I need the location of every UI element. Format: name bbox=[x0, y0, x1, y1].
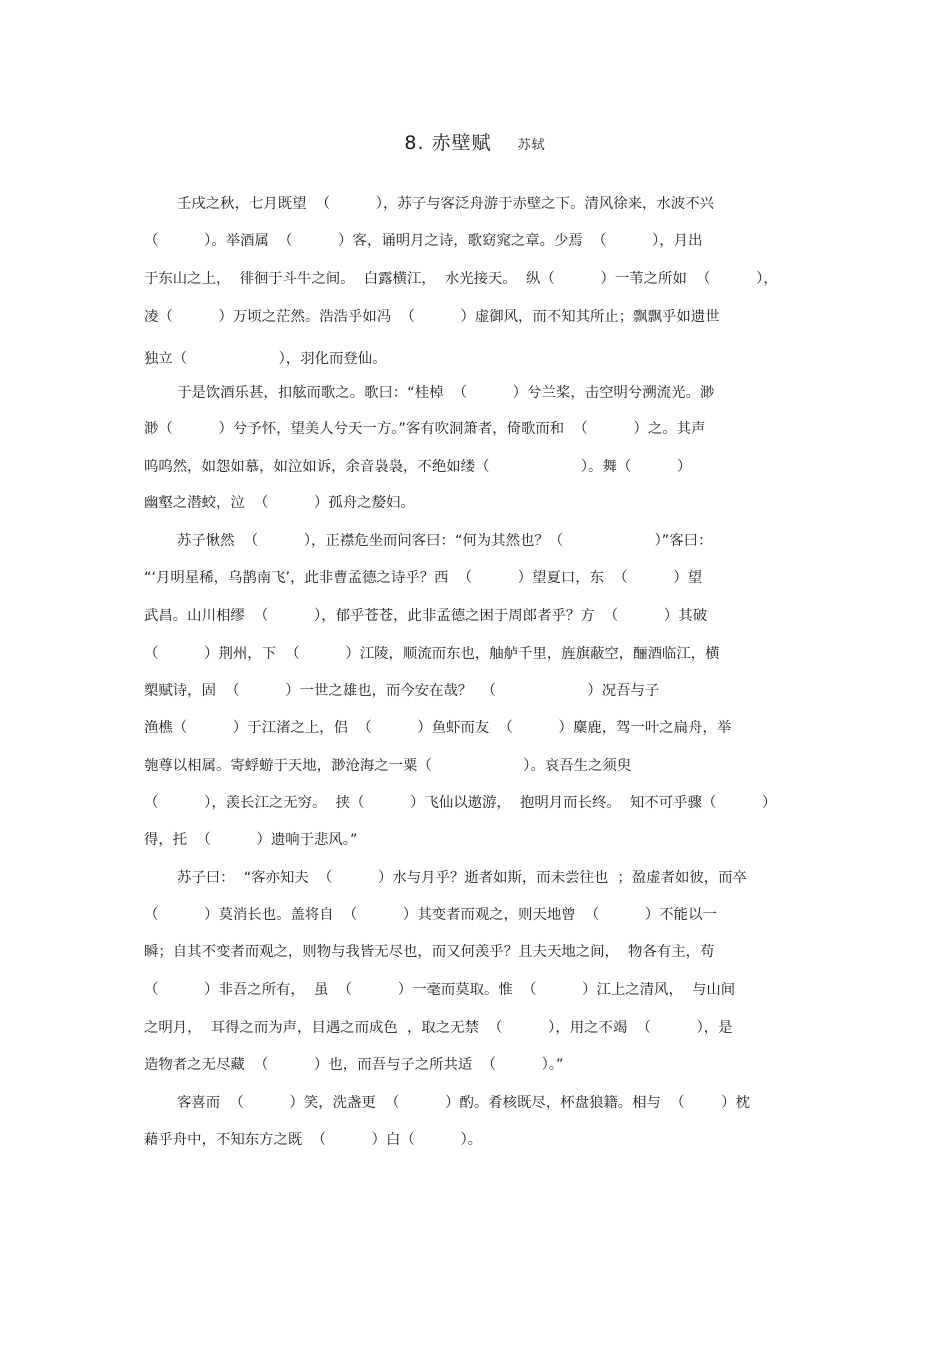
text-line: 得，托 （ ）遗响于悲风。” bbox=[144, 832, 358, 848]
text-line: 呜呜然，如怨如慕，如泣如诉，余音袅袅，不绝如缕（ ）。舞（ ） bbox=[144, 459, 692, 475]
text-line: （ ）非吾之所有， 虽 （ ）一毫而莫取。惟 （ ）江上之清风， 与山间 bbox=[144, 982, 736, 998]
author-name: 苏轼 bbox=[517, 138, 546, 153]
text-line: 匏尊以相属。寄蜉蝣于天地，渺沧海之一粟（ ）。哀吾生之须臾 bbox=[144, 758, 632, 774]
text-line: 独立（ ），羽化而登仙。 bbox=[144, 351, 387, 367]
text-line: 之明月， 耳得之而为声，目遇之而成色 ，取之无禁 （ ），用之不竭 （ ），是 bbox=[144, 1020, 733, 1036]
text-line: （ ）莫消长也。盖将自 （ ）其变者而观之，则天地曾 （ ）不能以一 bbox=[144, 907, 717, 923]
text-line: 渺（ ）兮予怀，望美人兮天一方。”客有吹洞箫者，倚歌而和 （ ）之。其声 bbox=[144, 421, 706, 437]
text-line: 于东山之上， 徘徊于斗牛之间。 白露横江， 水光接天。 纵（ ）一苇之所如 （ ）， bbox=[144, 271, 778, 287]
page-title bbox=[0, 128, 950, 155]
text-line: 苏子曰： “客亦知夫 （ ）水与月乎？逝者如斯，而未尝往也 ；盈虚者如彼，而卒 bbox=[177, 870, 747, 886]
text-line: 幽壑之潜蛟，泣 （ ）孤舟之嫠妇。 bbox=[144, 495, 415, 511]
text-line: 凌（ ）万顷之茫然。浩浩乎如冯 （ ）虚御风，而不知其所止；飘飘乎如遗世 bbox=[144, 309, 720, 325]
text-line: （ ）。举酒属 （ ）客，诵明月之诗，歌窈窕之章。少焉 （ ），月出 bbox=[144, 233, 703, 249]
text-line: （ ），羡长江之无穷。 挟（ ）飞仙以遨游， 抱明月而长终。 知不可乎骤（ ） bbox=[144, 795, 777, 811]
text-line: 渔樵（ ）于江渚之上，侣 （ ）鱼虾而友 （ ）麋鹿，驾一叶之扁舟，举 bbox=[144, 720, 732, 736]
text-line: 造物者之无尽藏 （ ）也，而吾与子之所共适 （ ）。” bbox=[144, 1057, 564, 1073]
text-line: 壬戌之秋，七月既望 （ ），苏子与客泛舟游于赤壁之下。清风徐来，水波不兴 bbox=[177, 196, 714, 212]
text-line: 槊赋诗，固 （ ）一世之雄也，而今安在哉？ （ ）况吾与子 bbox=[144, 683, 660, 699]
text-line: 藉乎舟中，不知东方之既 （ ）白（ ）。 bbox=[144, 1132, 483, 1148]
text-line: 瞬；自其不变者而观之，则物与我皆无尽也，而又何羡乎？且夫天地之间， 物各有主，苟 bbox=[144, 944, 715, 960]
text-line: 于是饮酒乐甚，扣舷而歌之。歌曰：“桂棹 （ ）兮兰桨，击空明兮溯流光。渺 bbox=[177, 385, 715, 401]
text-line: （ ）荆州，下 （ ）江陵，顺流而东也，舳舻千里，旌旗蔽空，酾酒临江，横 bbox=[144, 646, 720, 662]
title-text: 8. 赤壁赋 bbox=[404, 132, 492, 154]
text-line: 客喜而 （ ）笑，洗盏更 （ ）酌。肴核既尽，杯盘狼籍。相与 （ ）枕 bbox=[177, 1095, 750, 1111]
text-line: 武昌。山川相缪 （ ），郁乎苍苍，此非孟德之困于周郎者乎？方 （ ）其破 bbox=[144, 608, 708, 624]
text-line: “‘月明星稀，乌鹊南飞’，此非曹孟德之诗乎？西 （ ）望夏口，东 （ ）望 bbox=[144, 570, 703, 586]
text-line: 苏子愀然 （ ），正襟危坐而问客曰：“何为其然也？（ ）”客曰： bbox=[177, 533, 713, 549]
